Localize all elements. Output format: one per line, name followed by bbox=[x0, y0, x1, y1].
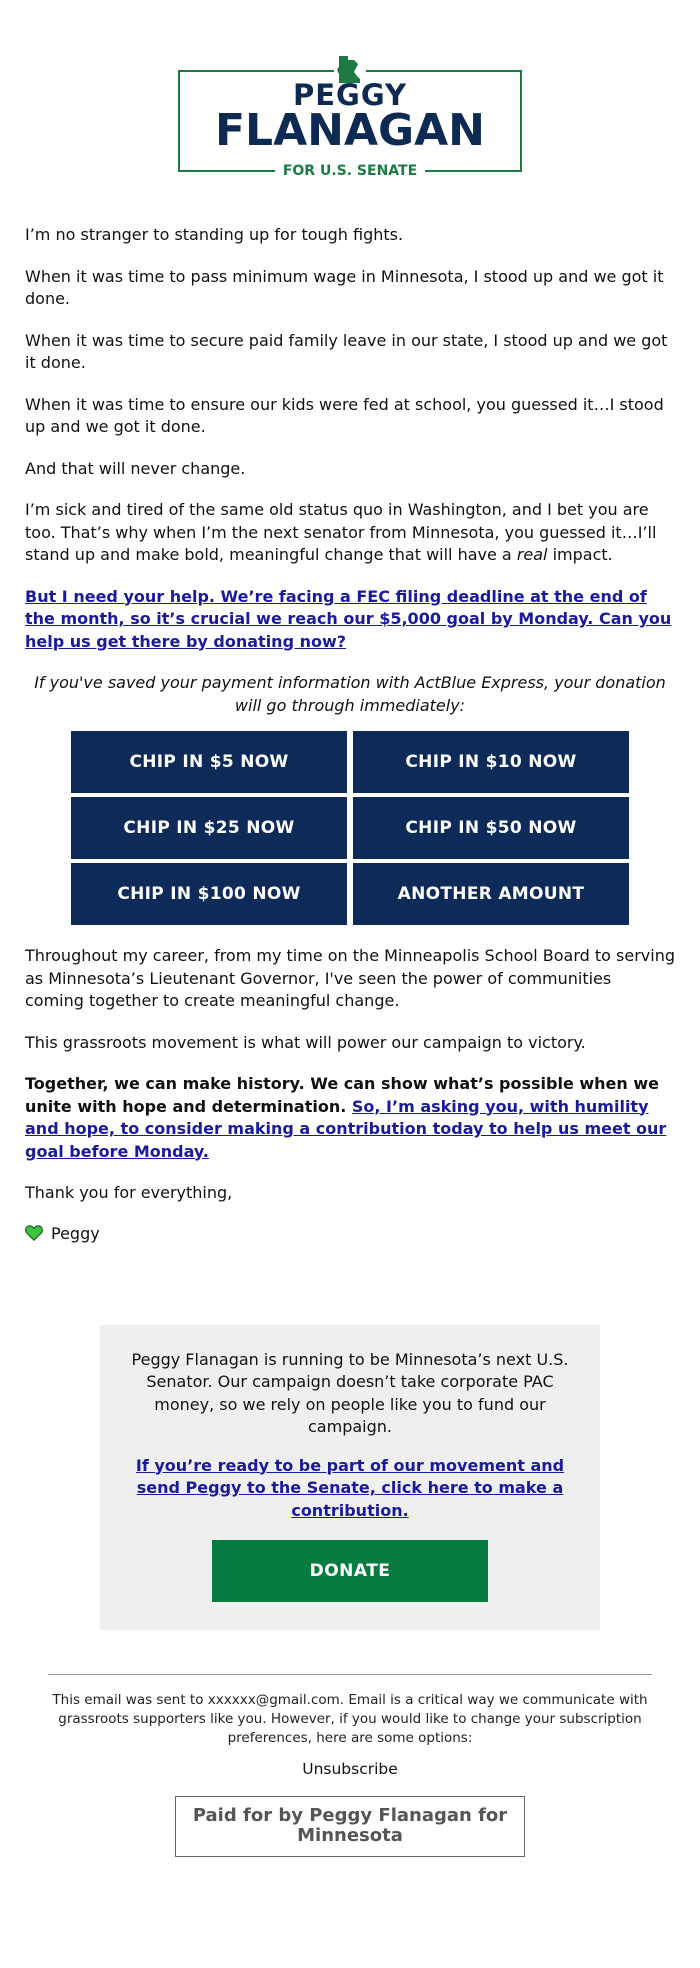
logo-tagline-text: FOR U.S. SENATE bbox=[275, 163, 425, 179]
logo-tagline bbox=[180, 164, 520, 178]
paragraph-9 bbox=[25, 1073, 675, 1163]
donation-button-grid bbox=[71, 731, 629, 925]
paragraph-2: When it was time to pass minimum wage in Minnesota, I stood up and we got it done. bbox=[25, 266, 664, 308]
chip-in-100-button[interactable]: CHIP IN $100 NOW bbox=[71, 863, 347, 925]
campaign-logo bbox=[178, 70, 522, 179]
paragraph-6 bbox=[25, 499, 675, 567]
unsubscribe-link[interactable]: Unsubscribe bbox=[302, 1760, 398, 1778]
paragraph-4: When it was time to ensure our kids were fed at school, you guessed it…I stood up and we got it done. bbox=[25, 394, 664, 436]
another-amount-button[interactable]: ANOTHER AMOUNT bbox=[353, 863, 629, 925]
paragraph-8: This grassroots movement is what will power our campaign to victory. bbox=[25, 1032, 586, 1052]
chip-in-25-button[interactable]: CHIP IN $25 NOW bbox=[71, 797, 347, 859]
sign-off: Thank you for everything, bbox=[25, 1183, 233, 1202]
footer-box-link-paragraph bbox=[130, 1455, 570, 1523]
footer-contribution-link[interactable]: If you’re ready to be part of our movement and send Peggy to the Senate, click here to make a contribution. bbox=[135, 1455, 565, 1520]
contribution-link[interactable]: So, I’m asking you, with humility and hope, to consider making a contribution today to help us meet our goal before Monday. bbox=[25, 1096, 667, 1161]
paid-for-disclaimer: Paid for by Peggy Flanagan for Minnesota bbox=[175, 1796, 525, 1857]
signature-name: Peggy bbox=[51, 1223, 100, 1243]
cta-paragraph bbox=[25, 586, 675, 654]
header bbox=[0, 0, 700, 179]
paragraph-7: Throughout my career, from my time on the Minneapolis School Board to serving as Minnesota’s Lieutenant Governor, I've seen the power of communities coming together to create meaningful change. bbox=[25, 946, 675, 1010]
signature bbox=[25, 1224, 675, 1243]
paragraph-9-bold-text: Together, we can make history. We can show what’s possible when we unite with hope and determination. bbox=[25, 1074, 659, 1116]
actblue-note: If you've saved your payment information with ActBlue Express, your donation will go through immediately: bbox=[34, 673, 666, 715]
paragraph-6-emphasis: real bbox=[516, 545, 548, 564]
legal-text: This email was sent to xxxxxx@gmail.com. Email is a critical way we communicate with grassroots supporters like you. However, if you would like to change your subscription preferences, here are some options: bbox=[52, 1692, 648, 1746]
paragraph-6-text-a: I’m sick and tired of the same old status quo in Washington, and I bet you are too. That’s why when I’m the next senator from Minnesota, you guessed it…I’ll stand up and make bold, meaningful change that will have a bbox=[25, 500, 657, 564]
footer-donate-box bbox=[100, 1325, 600, 1631]
paragraph-6-text-b: impact. bbox=[547, 545, 613, 564]
paragraph-1: I’m no stranger to standing up for tough fights. bbox=[25, 225, 404, 244]
logo-first-name: PEGGY bbox=[292, 78, 408, 112]
chip-in-50-button[interactable]: CHIP IN $50 NOW bbox=[353, 797, 629, 859]
donate-button[interactable]: DONATE bbox=[212, 1540, 488, 1602]
paragraph-5: And that will never change. bbox=[25, 458, 246, 478]
footer-box-text: Peggy Flanagan is running to be Minnesota’s next U.S. Senator. Our campaign doesn’t take corporate PAC money, so we rely on people like you to fund our campaign. bbox=[131, 1349, 569, 1436]
chip-in-5-button[interactable]: CHIP IN $5 NOW bbox=[71, 731, 347, 793]
email-body bbox=[0, 172, 700, 1243]
chip-in-10-button[interactable]: CHIP IN $10 NOW bbox=[353, 731, 629, 793]
green-heart-icon bbox=[25, 1224, 43, 1242]
logo-last-name: FLANAGAN bbox=[214, 105, 485, 156]
cta-donate-link[interactable]: But I need your help. We’re facing a FEC filing deadline at the end of the month, so it’s crucial we reach our $5,000 goal by Monday. Can you help us get there by donating now? bbox=[25, 586, 672, 651]
paragraph-3: When it was time to secure paid family leave in our state, I stood up and we got it done. bbox=[25, 330, 668, 372]
